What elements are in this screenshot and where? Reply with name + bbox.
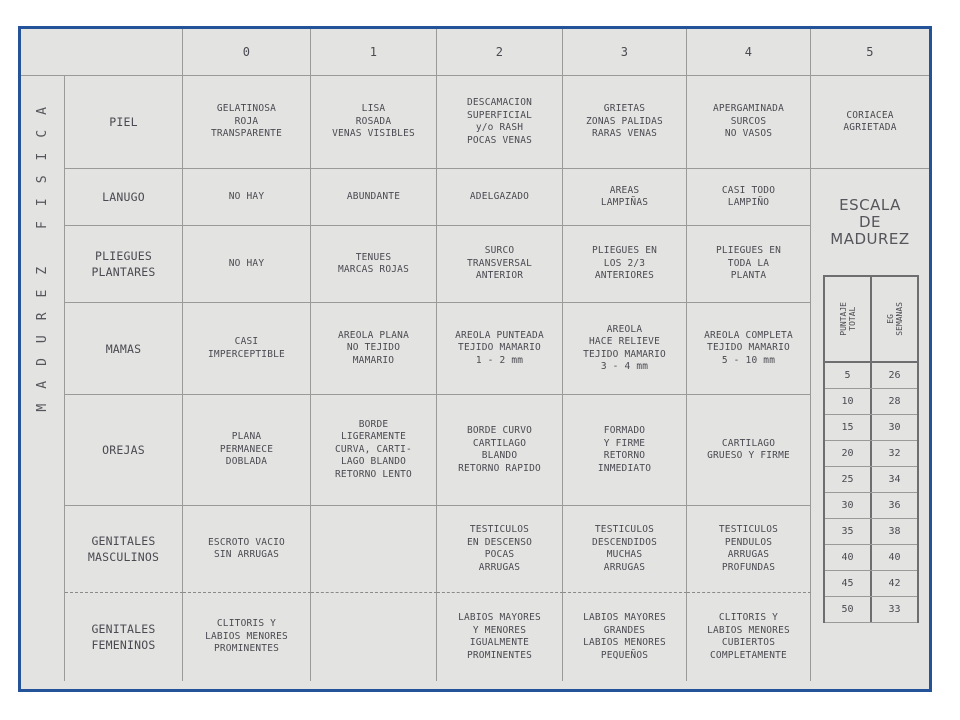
scale-row: 5 26 [825, 363, 917, 389]
cell-lanugo-1: ABUNDANTE [311, 169, 437, 226]
cell-lanugo-2: ADELGAZADO [437, 169, 563, 226]
row-label-pliegues-plantares: PLIEGUES PLANTARES [65, 226, 183, 303]
header-corner [21, 29, 183, 76]
cell-gen-masc-0: ESCROTO VACIO SIN ARRUGAS [183, 506, 311, 593]
cell-gen-masc-4: TESTICULOS PENDULOS ARRUGAS PROFUNDAS [687, 506, 811, 593]
vertical-section-label [21, 76, 65, 681]
cell-mamas-2: AREOLA PUNTEADA TEJIDO MAMARIO 1 - 2 mm [437, 303, 563, 395]
cell-mamas-1: AREOLA PLANA NO TEJIDO MAMARIO [311, 303, 437, 395]
cell-lanugo-3: AREAS LAMPIÑAS [563, 169, 687, 226]
scale-header-weeks: EG SEMANAS [870, 277, 917, 361]
maturity-scale-title: ESCALA DE MADUREZ [830, 196, 910, 248]
cell-mamas-0: CASI IMPERCEPTIBLE [183, 303, 311, 395]
cell-piel-3: GRIETAS ZONAS PALIDAS RARAS VENAS [563, 76, 687, 169]
cell-mamas-3: AREOLA HACE RELIEVE TEJIDO MAMARIO 3 - 4 mm [563, 303, 687, 395]
scale-row: 45 42 [825, 571, 917, 597]
cell-piel-1: LISA ROSADA VENAS VISIBLES [311, 76, 437, 169]
row-label-genitales-femeninos: GENITALES FEMENINOS [65, 593, 183, 681]
cell-pliegues-0: NO HAY [183, 226, 311, 303]
row-label-orejas: OREJAS [65, 395, 183, 506]
col-header-3: 3 [563, 29, 687, 76]
cell-piel-2: DESCAMACION SUPERFICIAL y/o RASH POCAS VENAS [437, 76, 563, 169]
cell-gen-fem-4: CLITORIS Y LABIOS MENORES CUBIERTOS COMPLETAMENTE [687, 593, 811, 681]
cell-orejas-2: BORDE CURVO CARTILAGO BLANDO RETORNO RAPIDO [437, 395, 563, 506]
col-header-2: 2 [437, 29, 563, 76]
col-header-1: 1 [311, 29, 437, 76]
cell-orejas-1: BORDE LIGERAMENTE CURVA, CARTI- LAGO BLANDO RETORNO LENTO [311, 395, 437, 506]
cell-pliegues-3: PLIEGUES EN LOS 2/3 ANTERIORES [563, 226, 687, 303]
scale-row: 20 32 [825, 441, 917, 467]
maturity-table-figure [18, 26, 932, 692]
maturity-table [21, 29, 929, 689]
cell-gen-fem-0: CLITORIS Y LABIOS MENORES PROMINENTES [183, 593, 311, 681]
row-label-genitales-masculinos: GENITALES MASCULINOS [65, 506, 183, 593]
cell-piel-5: CORIACEA AGRIETADA [811, 76, 929, 169]
scale-row: 25 34 [825, 467, 917, 493]
maturity-scale-table [823, 275, 919, 623]
col-header-5: 5 [811, 29, 929, 76]
scale-row: 30 36 [825, 493, 917, 519]
col-header-0: 0 [183, 29, 311, 76]
scale-header-score: PUNTAJE TOTAL [838, 302, 857, 336]
cell-lanugo-0: NO HAY [183, 169, 311, 226]
cell-lanugo-4: CASI TODO LAMPIÑO [687, 169, 811, 226]
cell-orejas-4: CARTILAGO GRUESO Y FIRME [687, 395, 811, 506]
scale-row: 35 38 [825, 519, 917, 545]
row-label-lanugo: LANUGO [65, 169, 183, 226]
scale-row: 15 30 [825, 415, 917, 441]
cell-pliegues-2: SURCO TRANSVERSAL ANTERIOR [437, 226, 563, 303]
cell-mamas-4: AREOLA COMPLETA TEJIDO MAMARIO 5 - 10 mm [687, 303, 811, 395]
scale-row: 50 33 [825, 597, 917, 623]
cell-gen-masc-2: TESTICULOS EN DESCENSO POCAS ARRUGAS [437, 506, 563, 593]
cell-piel-4: APERGAMINADA SURCOS NO VASOS [687, 76, 811, 169]
cell-pliegues-1: TENUES MARCAS ROJAS [311, 226, 437, 303]
cell-piel-0: GELATINOSA ROJA TRANSPARENTE [183, 76, 311, 169]
cell-gen-fem-2: LABIOS MAYORES Y MENORES IGUALMENTE PROMINENTES [437, 593, 563, 681]
cell-gen-fem-3: LABIOS MAYORES GRANDES LABIOS MENORES PEQUEÑOS [563, 593, 687, 681]
row-label-piel: PIEL [65, 76, 183, 169]
col-header-4: 4 [687, 29, 811, 76]
cell-pliegues-4: PLIEGUES EN TODA LA PLANTA [687, 226, 811, 303]
cell-gen-fem-1 [311, 593, 437, 681]
row-label-mamas: MAMAS [65, 303, 183, 395]
cell-gen-masc-3: TESTICULOS DESCENDIDOS MUCHAS ARRUGAS [563, 506, 687, 593]
cell-orejas-0: PLANA PERMANECE DOBLADA [183, 395, 311, 506]
scale-header [825, 277, 917, 363]
scale-row: 40 40 [825, 545, 917, 571]
cell-orejas-3: FORMADO Y FIRME RETORNO INMEDIATO [563, 395, 687, 506]
cell-gen-masc-1 [311, 506, 437, 593]
vertical-label-text: MADUREZ FISICA [35, 92, 50, 412]
scale-row: 10 28 [825, 389, 917, 415]
maturity-scale-panel [811, 169, 929, 681]
